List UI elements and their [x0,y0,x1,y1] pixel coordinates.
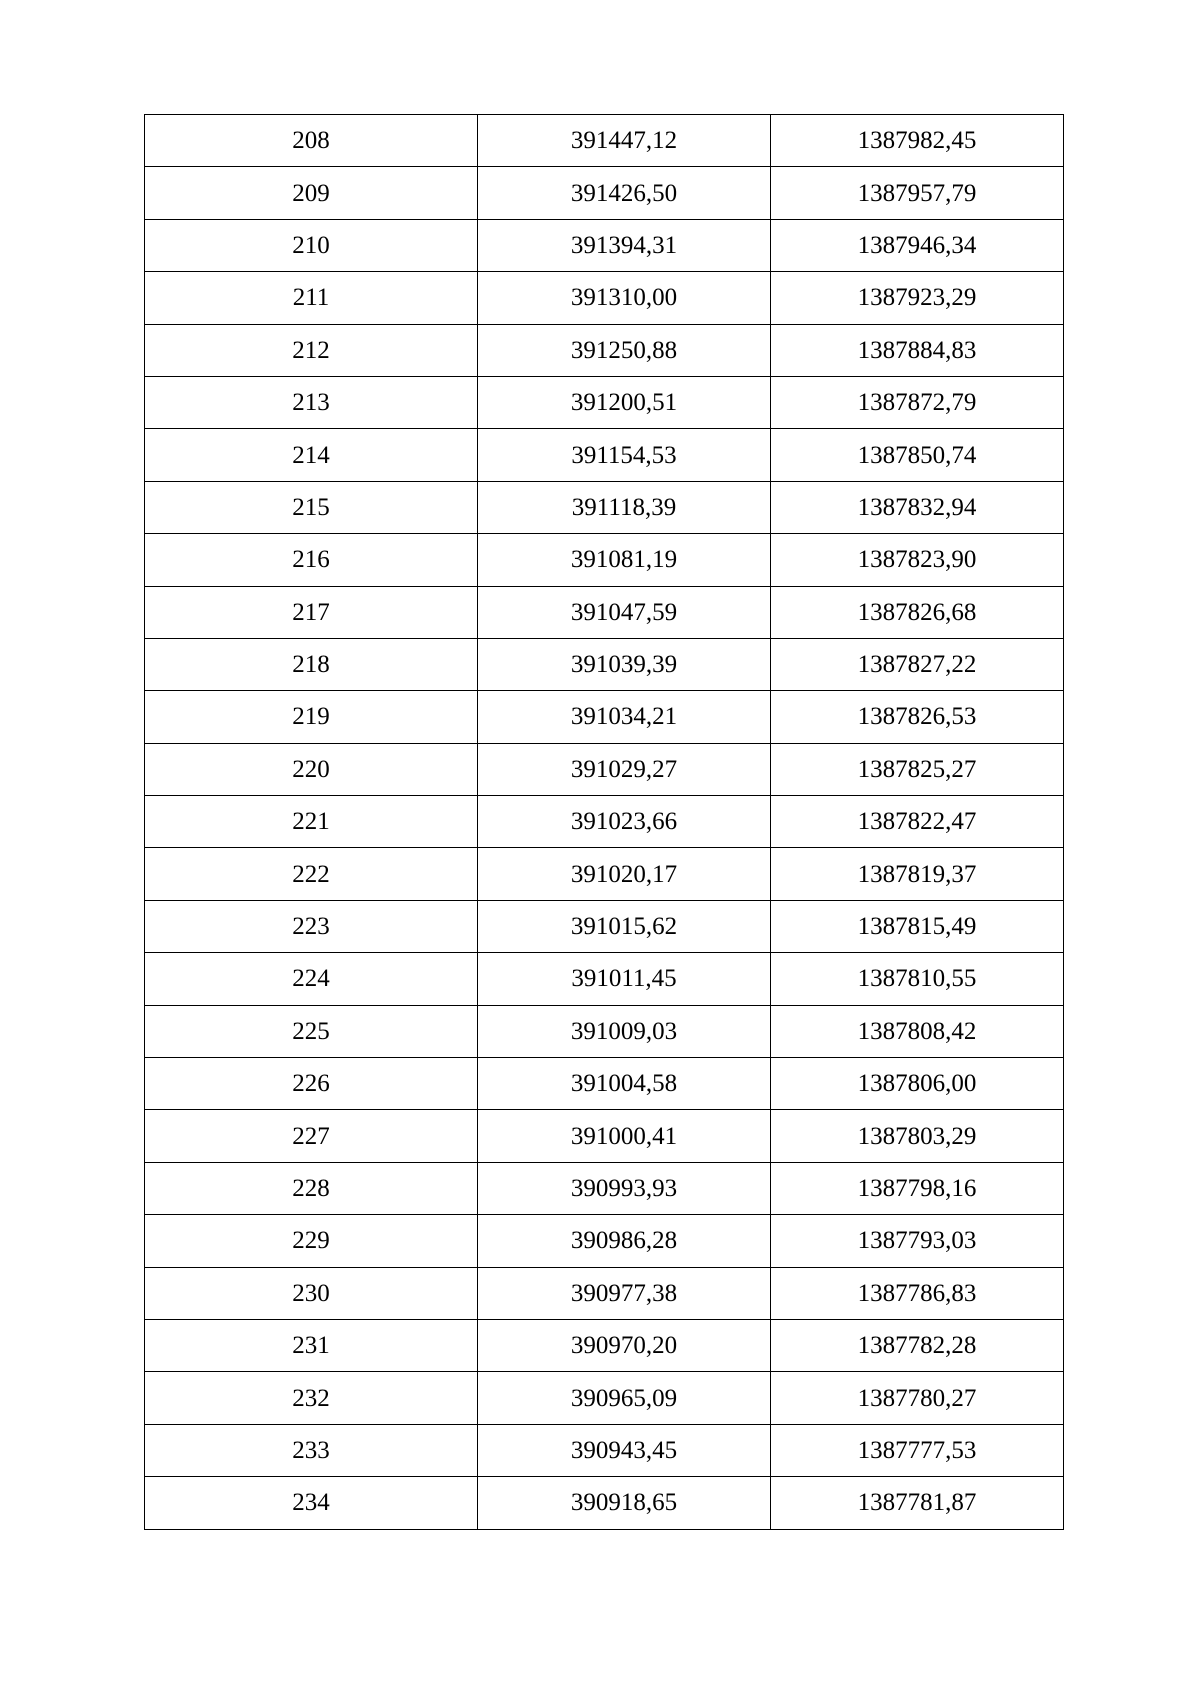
y-coordinate-cell: 1387810,55 [771,953,1064,1005]
y-coordinate-cell: 1387777,53 [771,1424,1064,1476]
y-coordinate-cell: 1387808,42 [771,1005,1064,1057]
table-row [145,1058,1064,1110]
table-row [145,1424,1064,1476]
table-row [145,534,1064,586]
table-row [145,115,1064,167]
point-number-cell: 228 [145,1162,478,1214]
table-row [145,900,1064,952]
x-coordinate-cell: 391034,21 [478,691,771,743]
point-number-cell: 224 [145,953,478,1005]
table-row [145,481,1064,533]
table-row [145,638,1064,690]
point-number-cell: 232 [145,1372,478,1424]
x-coordinate-cell: 390986,28 [478,1215,771,1267]
table-row [145,1110,1064,1162]
table-row [145,796,1064,848]
x-coordinate-cell: 391426,50 [478,167,771,219]
y-coordinate-cell: 1387803,29 [771,1110,1064,1162]
point-number-cell: 226 [145,1058,478,1110]
y-coordinate-cell: 1387806,00 [771,1058,1064,1110]
x-coordinate-cell: 391020,17 [478,848,771,900]
y-coordinate-cell: 1387872,79 [771,376,1064,428]
point-number-cell: 229 [145,1215,478,1267]
table-row [145,848,1064,900]
x-coordinate-cell: 391015,62 [478,900,771,952]
x-coordinate-cell: 391118,39 [478,481,771,533]
x-coordinate-cell: 391011,45 [478,953,771,1005]
x-coordinate-cell: 391250,88 [478,324,771,376]
x-coordinate-cell: 391047,59 [478,586,771,638]
x-coordinate-cell: 391004,58 [478,1058,771,1110]
x-coordinate-cell: 391029,27 [478,743,771,795]
table-row [145,1319,1064,1371]
y-coordinate-cell: 1387825,27 [771,743,1064,795]
point-number-cell: 218 [145,638,478,690]
y-coordinate-cell: 1387826,53 [771,691,1064,743]
x-coordinate-cell: 391154,53 [478,429,771,481]
table-row [145,953,1064,1005]
point-number-cell: 230 [145,1267,478,1319]
table-row [145,691,1064,743]
point-number-cell: 215 [145,481,478,533]
coordinates-table [144,114,1064,1530]
table-row [145,1005,1064,1057]
x-coordinate-cell: 391000,41 [478,1110,771,1162]
table-row [145,167,1064,219]
table-row [145,219,1064,271]
point-number-cell: 233 [145,1424,478,1476]
y-coordinate-cell: 1387957,79 [771,167,1064,219]
y-coordinate-cell: 1387798,16 [771,1162,1064,1214]
point-number-cell: 227 [145,1110,478,1162]
point-number-cell: 217 [145,586,478,638]
table-row [145,1162,1064,1214]
table-row [145,429,1064,481]
y-coordinate-cell: 1387850,74 [771,429,1064,481]
y-coordinate-cell: 1387826,68 [771,586,1064,638]
y-coordinate-cell: 1387923,29 [771,272,1064,324]
point-number-cell: 213 [145,376,478,428]
x-coordinate-cell: 391009,03 [478,1005,771,1057]
x-coordinate-cell: 390943,45 [478,1424,771,1476]
y-coordinate-cell: 1387782,28 [771,1319,1064,1371]
point-number-cell: 211 [145,272,478,324]
y-coordinate-cell: 1387832,94 [771,481,1064,533]
x-coordinate-cell: 391081,19 [478,534,771,586]
x-coordinate-cell: 390970,20 [478,1319,771,1371]
table-row [145,1215,1064,1267]
y-coordinate-cell: 1387819,37 [771,848,1064,900]
coordinates-table-body [145,115,1064,1530]
y-coordinate-cell: 1387884,83 [771,324,1064,376]
table-row [145,324,1064,376]
point-number-cell: 220 [145,743,478,795]
table-row [145,376,1064,428]
table-row [145,1267,1064,1319]
table-row [145,272,1064,324]
point-number-cell: 222 [145,848,478,900]
x-coordinate-cell: 391394,31 [478,219,771,271]
y-coordinate-cell: 1387822,47 [771,796,1064,848]
table-row [145,743,1064,795]
point-number-cell: 209 [145,167,478,219]
y-coordinate-cell: 1387982,45 [771,115,1064,167]
point-number-cell: 223 [145,900,478,952]
x-coordinate-cell: 391023,66 [478,796,771,848]
x-coordinate-cell: 391039,39 [478,638,771,690]
y-coordinate-cell: 1387946,34 [771,219,1064,271]
x-coordinate-cell: 390993,93 [478,1162,771,1214]
point-number-cell: 208 [145,115,478,167]
y-coordinate-cell: 1387823,90 [771,534,1064,586]
y-coordinate-cell: 1387793,03 [771,1215,1064,1267]
point-number-cell: 212 [145,324,478,376]
point-number-cell: 234 [145,1477,478,1529]
point-number-cell: 221 [145,796,478,848]
point-number-cell: 216 [145,534,478,586]
y-coordinate-cell: 1387781,87 [771,1477,1064,1529]
x-coordinate-cell: 390965,09 [478,1372,771,1424]
y-coordinate-cell: 1387827,22 [771,638,1064,690]
x-coordinate-cell: 391310,00 [478,272,771,324]
y-coordinate-cell: 1387815,49 [771,900,1064,952]
x-coordinate-cell: 391200,51 [478,376,771,428]
point-number-cell: 219 [145,691,478,743]
point-number-cell: 225 [145,1005,478,1057]
y-coordinate-cell: 1387780,27 [771,1372,1064,1424]
x-coordinate-cell: 390977,38 [478,1267,771,1319]
point-number-cell: 214 [145,429,478,481]
table-row [145,1477,1064,1529]
x-coordinate-cell: 391447,12 [478,115,771,167]
y-coordinate-cell: 1387786,83 [771,1267,1064,1319]
table-row [145,1372,1064,1424]
x-coordinate-cell: 390918,65 [478,1477,771,1529]
table-row [145,586,1064,638]
point-number-cell: 231 [145,1319,478,1371]
point-number-cell: 210 [145,219,478,271]
